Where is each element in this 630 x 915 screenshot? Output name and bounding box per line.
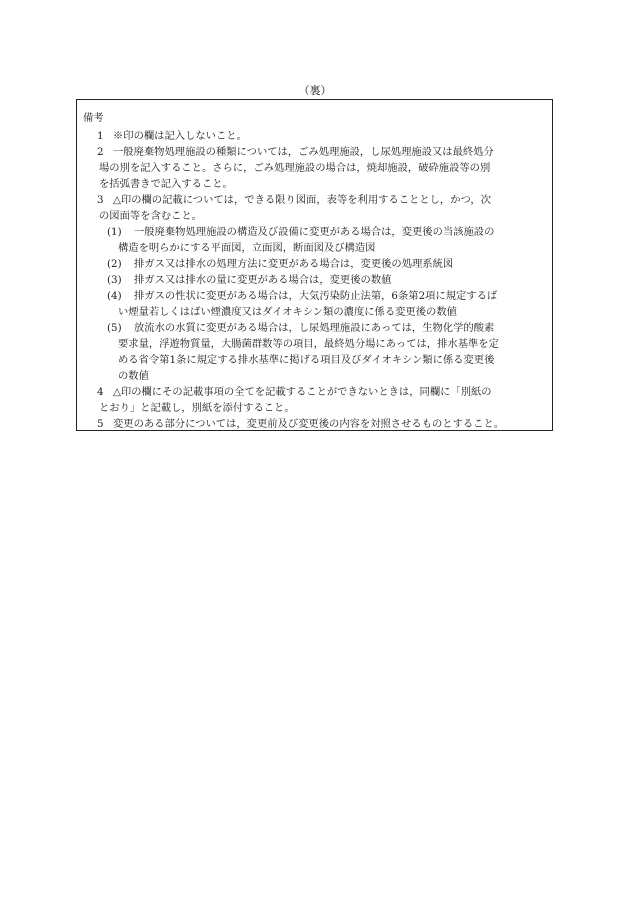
note-number: 3 bbox=[97, 194, 104, 206]
subnote-number: (4) bbox=[107, 290, 122, 302]
subnote-number: (2) bbox=[107, 258, 122, 270]
note-text: 一般廃棄物処理施設の種類については，ごみ処理施設，し尿処理施設又は最終処分 bbox=[113, 146, 494, 158]
subnote-text: 一般廃棄物処理施設の構造及び設備に変更がある場合は，変更後の当該施設の bbox=[134, 226, 495, 238]
note-item-3-line-2: の図面等を含むこと。 bbox=[99, 210, 202, 222]
notes-title: 備考 bbox=[83, 112, 104, 124]
subnote-5-line-3: める省令第1条に規定する排水基準に掲げる項目及びダイオキシン類に係る変更後 bbox=[118, 354, 495, 366]
subnote-number: (5) bbox=[107, 322, 122, 334]
notes-box bbox=[76, 99, 553, 431]
subnote-5-line-2: 要求量，浮遊物質量，大腸菌群数等の項目，最終処分場にあっては，排水基準を定 bbox=[118, 338, 499, 350]
subnote-text: 排ガス又は排水の処理方法に変更がある場合は，変更後の処理系統図 bbox=[134, 258, 454, 270]
note-number: 5 bbox=[97, 418, 104, 430]
note-item-4-line-2: とおり」と記載し，別紙を添付すること。 bbox=[99, 402, 295, 414]
subnote-number: (1) bbox=[107, 226, 122, 238]
subnote-1-line-2: 構造を明らかにする平面図，立面図，断面図及び構造図 bbox=[118, 242, 376, 254]
note-text: △印の欄の記載については，できる限り図面，表等を利用することとし，かつ，次 bbox=[113, 194, 491, 206]
subnote-text: 放流水の水質に変更がある場合は，し尿処理施設にあっては，生物化学的酸素 bbox=[134, 322, 495, 334]
note-number: 2 bbox=[97, 146, 104, 158]
subnote-5-line-4: の数値 bbox=[118, 370, 149, 382]
note-number: 4 bbox=[97, 386, 104, 398]
note-number: 1 bbox=[97, 130, 104, 142]
subnote-4-line-2: い煙量若しくはばい煙濃度又はダイオキシン類の濃度に係る変更後の数値 bbox=[118, 306, 457, 318]
page-heading: （裏） bbox=[298, 84, 332, 97]
subnote-text: 排ガス又は排水の量に変更がある場合は，変更後の数値 bbox=[134, 274, 392, 286]
note-item-2-line-3: を括弧書きで記入すること。 bbox=[99, 178, 233, 190]
note-text: △印の欄にその記載事項の全てを記載することができないときは，同欄に「別紙の bbox=[113, 386, 492, 398]
subnote-number: (3) bbox=[107, 274, 122, 286]
subnote-text: 排ガスの性状に変更がある場合は，大気汚染防止法第，6条第2項に規定するば bbox=[134, 290, 498, 302]
note-text: 変更のある部分については，変更前及び変更後の内容を対照させるものとすること。 bbox=[113, 418, 505, 430]
note-text: ※印の欄は記入しないこと。 bbox=[113, 130, 247, 142]
note-item-2-line-2: 場の別を記入すること。さらに，ごみ処理施設の場合は，焼却施設，破砕施設等の別 bbox=[99, 162, 491, 174]
